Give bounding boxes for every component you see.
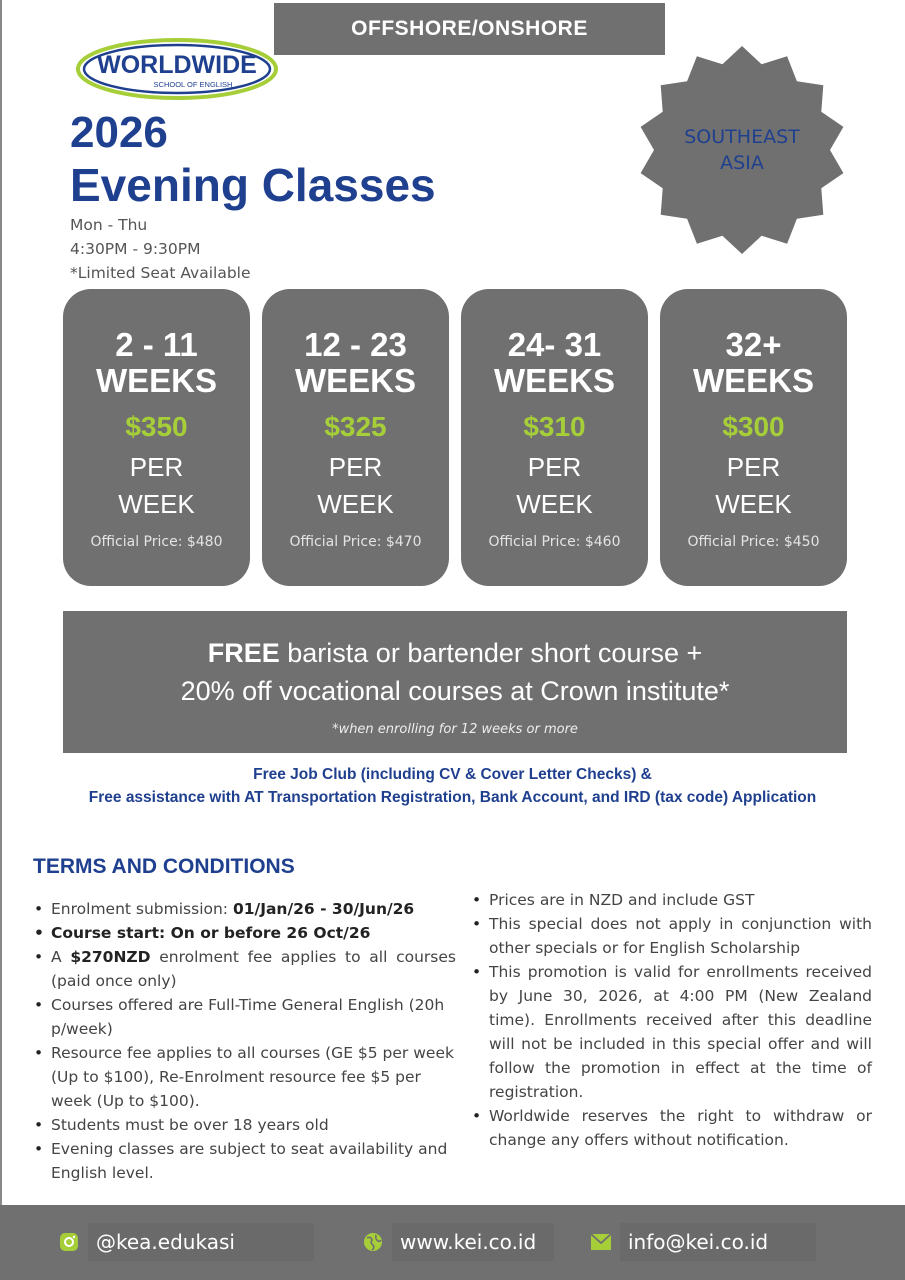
card-per-line2: WEEK — [118, 489, 195, 519]
region-badge — [636, 44, 848, 256]
card-official-price: Official Price: $460 — [488, 534, 621, 550]
card-price: $300 — [722, 411, 785, 442]
worldwide-logo — [75, 36, 279, 102]
badge-line2: ASIA — [720, 152, 764, 174]
card-weeks — [63, 327, 250, 399]
card-price: $325 — [324, 411, 387, 442]
card-weeks — [461, 327, 648, 399]
price-card — [461, 289, 648, 586]
card-price: $310 — [523, 411, 586, 442]
instagram-icon — [58, 1231, 80, 1253]
card-weeks-range: 24- 31 — [507, 326, 602, 363]
card-per-line2: WEEK — [715, 489, 792, 519]
card-per — [660, 449, 847, 523]
envelope-icon — [590, 1231, 612, 1253]
website-link[interactable]: www.kei.co.id — [392, 1223, 554, 1261]
promo-free-word: FREE — [207, 638, 280, 668]
card-weeks-label: WEEKS — [294, 362, 416, 399]
terms-item: • This promotion is valid for enrollments received by June 30, 2026, at 4:00 PM (New Zealand time). Enrollments received after this deadline will not be included in this special offer and will follow the promotion in effect at the time of registration. — [470, 960, 872, 1104]
promo-line2: 20% off vocational courses at Crown institute* — [180, 676, 730, 706]
card-weeks-label: WEEKS — [692, 362, 814, 399]
terms-heading: TERMS AND CONDITIONS — [33, 855, 295, 878]
terms-item: • Courses offered are Full-Time General English (20h p/week) — [32, 993, 456, 1041]
terms-item: • Course start: On or before 26 Oct/26 — [32, 921, 456, 945]
fee-prefix: A — [51, 948, 71, 966]
card-per-line2: WEEK — [516, 489, 593, 519]
instagram-handle[interactable]: @kea.edukasi — [88, 1223, 314, 1261]
enrolment-dates: 01/Jan/26 - 30/Jun/26 — [232, 900, 415, 918]
contact-footer — [0, 1205, 905, 1280]
card-per-line1: PER — [726, 452, 781, 482]
price-card — [660, 289, 847, 586]
card-official-price: Official Price: $480 — [90, 534, 223, 550]
card-per — [262, 449, 449, 523]
card-per-line1: PER — [328, 452, 383, 482]
terms-item: • This special does not apply in conjunction with other specials or for English Scholarship — [470, 912, 872, 960]
offshore-onshore-banner — [274, 3, 665, 55]
price-card — [63, 289, 250, 586]
terms-item — [32, 897, 456, 921]
terms-item — [32, 945, 456, 993]
card-weeks — [262, 327, 449, 399]
pricing-cards — [63, 289, 847, 586]
terms-item: • Worldwide reserves the right to withdraw or change any offers without notification. — [470, 1104, 872, 1152]
fee-rest: enrolment fee applies to all courses (paid once only) — [51, 948, 456, 990]
title-year: 2026 — [70, 108, 168, 157]
card-price: $350 — [125, 411, 188, 442]
card-weeks-range: 12 - 23 — [304, 326, 407, 363]
promo-note: *when enrolling for 12 weeks or more — [332, 722, 578, 737]
terms-left-column — [32, 897, 456, 1185]
card-per-line2: WEEK — [317, 489, 394, 519]
card-weeks-label: WEEKS — [493, 362, 615, 399]
terms-item: • Evening classes are subject to seat availability and English level. — [32, 1137, 456, 1185]
email-link[interactable]: info@kei.co.id — [620, 1223, 816, 1261]
card-per — [63, 449, 250, 523]
fee-amount: $270NZD — [70, 948, 151, 966]
terms-right-column — [470, 888, 872, 1152]
schedule-days: Mon - Thu — [70, 216, 148, 234]
footer-instagram[interactable] — [58, 1222, 314, 1262]
promo-box — [63, 611, 847, 753]
schedule-time: 4:30PM - 9:30PM — [70, 240, 201, 258]
footer-email[interactable] — [590, 1222, 816, 1262]
banner-label: OFFSHORE/ONSHORE — [351, 17, 588, 40]
logo-tagline: SCHOOL OF ENGLISH — [153, 80, 233, 89]
schedule — [70, 213, 251, 285]
badge-line1: SOUTHEAST — [684, 126, 800, 148]
price-card — [262, 289, 449, 586]
promo-line1 — [63, 638, 847, 669]
free-extras — [0, 763, 905, 809]
footer-website[interactable] — [362, 1222, 554, 1262]
extras-line1: Free Job Club (including CV & Cover Letter Checks) & — [253, 766, 652, 783]
card-official-price: Official Price: $470 — [289, 534, 422, 550]
terms-item: • Prices are in NZD and include GST — [470, 888, 872, 912]
schedule-note: *Limited Seat Available — [70, 264, 251, 282]
card-per-line1: PER — [129, 452, 184, 482]
terms-item: • Students must be over 18 years old — [32, 1113, 456, 1137]
globe-icon — [362, 1231, 384, 1253]
logo-name: WORLDWIDE — [97, 51, 257, 79]
card-weeks-label: WEEKS — [95, 362, 217, 399]
card-weeks — [660, 327, 847, 399]
extras-line2: Free assistance with AT Transportation Registration, Bank Account, and IRD (tax code) Application — [88, 789, 817, 806]
terms-item: • Resource fee applies to all courses (GE $5 per week (Up to $100), Re-Enrolment resource fee $5 per week (Up to $100). — [32, 1041, 456, 1113]
card-per — [461, 449, 648, 523]
card-per-line1: PER — [527, 452, 582, 482]
page-title: Evening Classes — [70, 159, 436, 211]
card-weeks-range: 32+ — [725, 326, 782, 363]
card-official-price: Official Price: $450 — [687, 534, 820, 550]
promo-line1-rest: barista or bartender short course + — [279, 638, 703, 668]
card-weeks-range: 2 - 11 — [115, 326, 198, 363]
enrolment-label: Enrolment submission: — [51, 900, 233, 918]
